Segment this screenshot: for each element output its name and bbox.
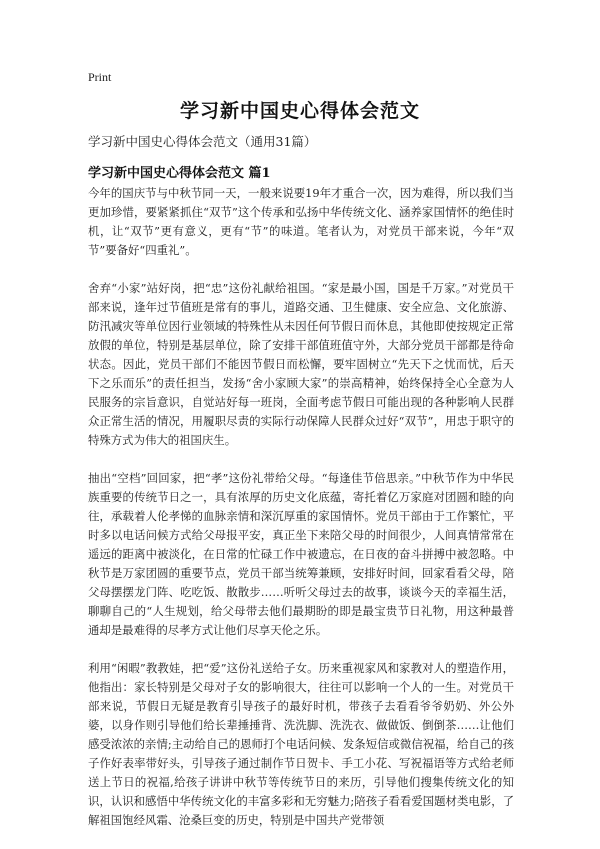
paragraph: 舍弃“小家”站好岗，把“忠”这份礼献给祖国。“家是最小国，国是千万家。”对党员干部来说，逢年过节值班是常有的事儿，道路交通、卫生健康、安全应急、文化旅游、防汛减灾等单位因行业领域的特殊性从未因任何节假日而休息，其他即使按规定正常放假的单位，特别是基层单位，除了安排干部值班值守外，大部分党员干部都是待命状态。因此，党员干部们不能因节假日而松懈，要牢固树立“先天下之忧而忧，后天下之乐而乐”的责任担当，发扬“舍小家顾大家”的崇高精神，始终保持全心全意为人民服务的宗旨意识，自觉站好每一班岗，全面考虑节假日可能出现的各种影响人民群众正常生活的情况，用履职尽责的实际行动保障人民群众过好“双节”，用忠于职守的特殊方式为伟大的祖国庆生。 [88,281,514,447]
page-subtitle: 学习新中国史心得体会范文（通用31篇） [88,134,317,149]
page-title: 学习新中国史心得体会范文 [179,100,420,122]
print-link[interactable]: Print [88,70,112,84]
document-body [88,184,514,849]
paragraph: 抽出“空档”回回家，把“孝”这份礼带给父母。“每逢佳节倍思亲。”中秋节作为中华民族重要的传统节日之一，具有浓厚的历史文化底蕴，寄托着亿万家庭对团圆和睦的向往，承载着人伦孝悌的血脉亲情和深沉厚重的家国情怀。党员干部由于工作繁忙，平时多以电话问候方式给父母报平安，真正坐下来陪父母的时间很少，人间真情常常在遥远的距离中被淡化，在日常的忙碌工作中被遗忘，在日夜的奋斗拼搏中被忽略。中秋节是万家团圆的重要节点，党员干部当统筹兼顾，安排好时间，回家看看父母，陪父母摆摆龙门阵、吃吃饭、散散步……听听父母过去的故事，谈谈今天的幸福生活，聊聊自己的“人生规划，给父母带去他们最期盼的即是最宝贵节日礼物，用这种最普通却是最难得的尽孝方式让他们尽享天伦之乐。 [88,471,514,637]
paragraph: 利用“闲暇”教教娃，把“爱”这份礼送给子女。历来重视家风和家教对人的塑造作用，他指出：家长特别是父母对子女的影响很大，往往可以影响一个人的一生。对党员干部来说，节假日无疑是教育引导孩子的最好时机，带孩子去看看爷爷奶奶、外公外婆，以身作则引导他们给长辈捶捶背、洗洗脚、洗洗衣、做做饭、倒倒茶……让他们感受浓浓的亲情;主动给自己的恩师打个电话问候、发条短信或微信祝福，给自己的孩子作好表率带好头，引导孩子通过制作节日贺卡、手工小花、写祝福语等方式给老师送上节日的祝福,给孩子讲讲中秋节等传统节日的来历，引导他们搜集传统文化的知识，认识和感悟中华传统文化的丰富多彩和无穷魅力;陪孩子看看爱国题材类电影，了解祖国饱经风霜、沧桑巨变的历史，特别是中国共产党带领 [88,661,514,827]
section-heading: 学习新中国史心得体会范文 篇1 [88,166,271,181]
paragraph: 今年的国庆节与中秋节同一天，一般来说要19年才重合一次，因为难得，所以我们当更加珍惜，要紧紧抓住“双节”这个传承和弘扬中华传统文化、涵养家国情怀的绝佳时机，让“双节”更有意义，更有“节”的味道。笔者认为，对党员干部来说，今年“双节”要备好“四重礼”。 [88,186,514,257]
